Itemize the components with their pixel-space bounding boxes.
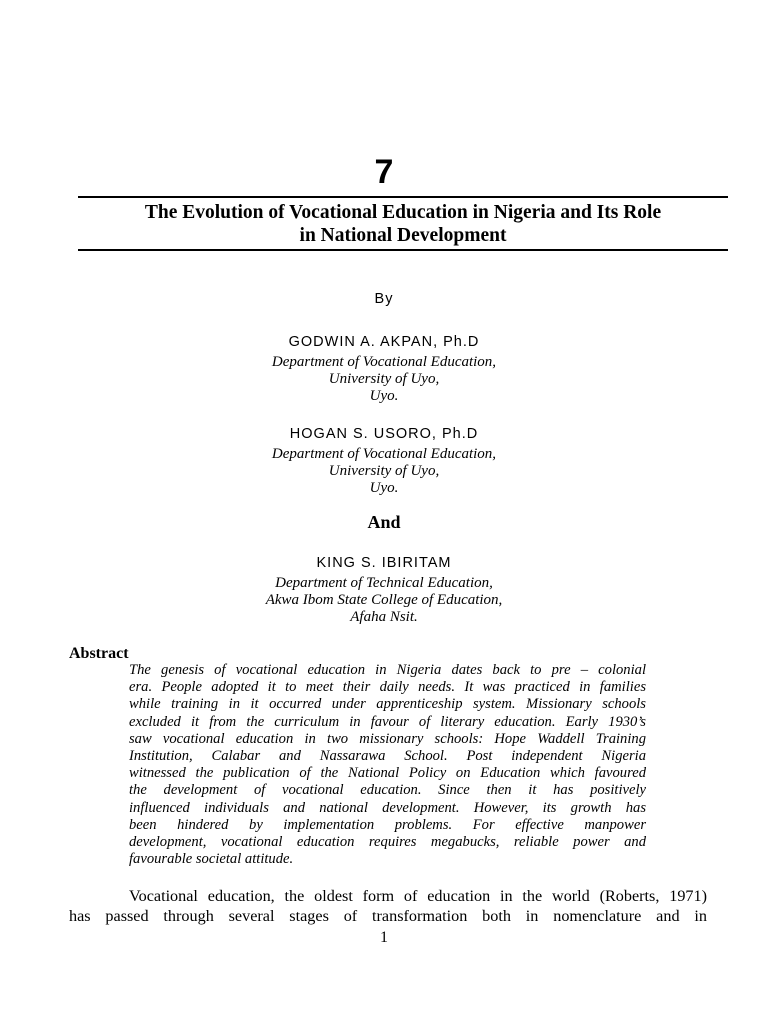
abstract-line: the development of vocational education. Since then it has positively — [129, 782, 646, 799]
body-line: Vocational education, the oldest form of education in the world (Roberts, 1971) — [129, 887, 707, 905]
author-affiliation-line: Akwa Ibom State College of Education, — [265, 592, 503, 608]
author-block — [0, 332, 768, 405]
author-affiliation-line: Uyo. — [369, 388, 399, 404]
chapter-title-line: in National Development — [299, 225, 507, 246]
chapter-title-line: The Evolution of Vocational Education in Nigeria and Its Role — [144, 202, 662, 223]
title-bottom-rule — [78, 249, 728, 251]
abstract-heading: Abstract — [69, 645, 129, 662]
author-name: GODWIN A. AKPAN, Ph.D — [288, 334, 480, 350]
author-affiliation-line: Afaha Nsit. — [350, 609, 418, 625]
body-line: has passed through several stages of transformation both in nomenclature and in — [69, 907, 707, 925]
author-affiliation-line: University of Uyo, — [328, 371, 440, 387]
abstract-line: The genesis of vocational education in Nigeria dates back to pre – colonial — [129, 662, 646, 678]
byline-label: By — [374, 291, 394, 307]
page-number: 1 — [380, 929, 388, 946]
author-affiliation-line: Uyo. — [369, 480, 399, 496]
abstract-line: favourable societal attitude. — [129, 851, 294, 868]
chapter-number: 7 — [374, 153, 394, 191]
abstract-line: Institution, Calabar and Nassarawa School. Post independent Nigeria — [129, 748, 646, 765]
body-paragraph — [69, 886, 707, 926]
author-affiliation-line: Department of Vocational Education, — [271, 446, 497, 462]
abstract-line: saw vocational education in two missionary schools: Hope Waddell Training — [129, 730, 646, 747]
abstract-line: influenced individuals and national development. However, its growth has — [129, 799, 646, 816]
abstract-line: era. People adopted it to meet their daily needs. It was practiced in families — [129, 679, 646, 696]
abstract-body — [129, 662, 646, 868]
author-block — [0, 553, 768, 626]
author-affiliation-line: University of Uyo, — [328, 463, 440, 479]
author-affiliation-line: Department of Vocational Education, — [271, 354, 497, 370]
title-top-rule — [78, 196, 728, 198]
abstract-line: witnessed the publication of the National Policy on Education which favoured — [129, 765, 646, 782]
author-name: KING S. IBIRITAM — [316, 555, 452, 571]
author-name: HOGAN S. USORO, Ph.D — [289, 426, 479, 442]
chapter-title — [78, 201, 728, 247]
abstract-line: development, vocational education requires megabucks, reliable power and — [129, 834, 646, 851]
abstract-line: been hindered by implementation problems. For effective manpower — [129, 816, 646, 833]
and-separator: And — [367, 512, 401, 532]
abstract-line: while training in it occurred under apprenticeship system. Missionary schools — [129, 696, 646, 713]
author-affiliation-line: Department of Technical Education, — [275, 575, 493, 591]
abstract-line: excluded it from the curriculum in favour of literary education. Early 1930’s — [129, 713, 646, 730]
author-block — [0, 424, 768, 497]
